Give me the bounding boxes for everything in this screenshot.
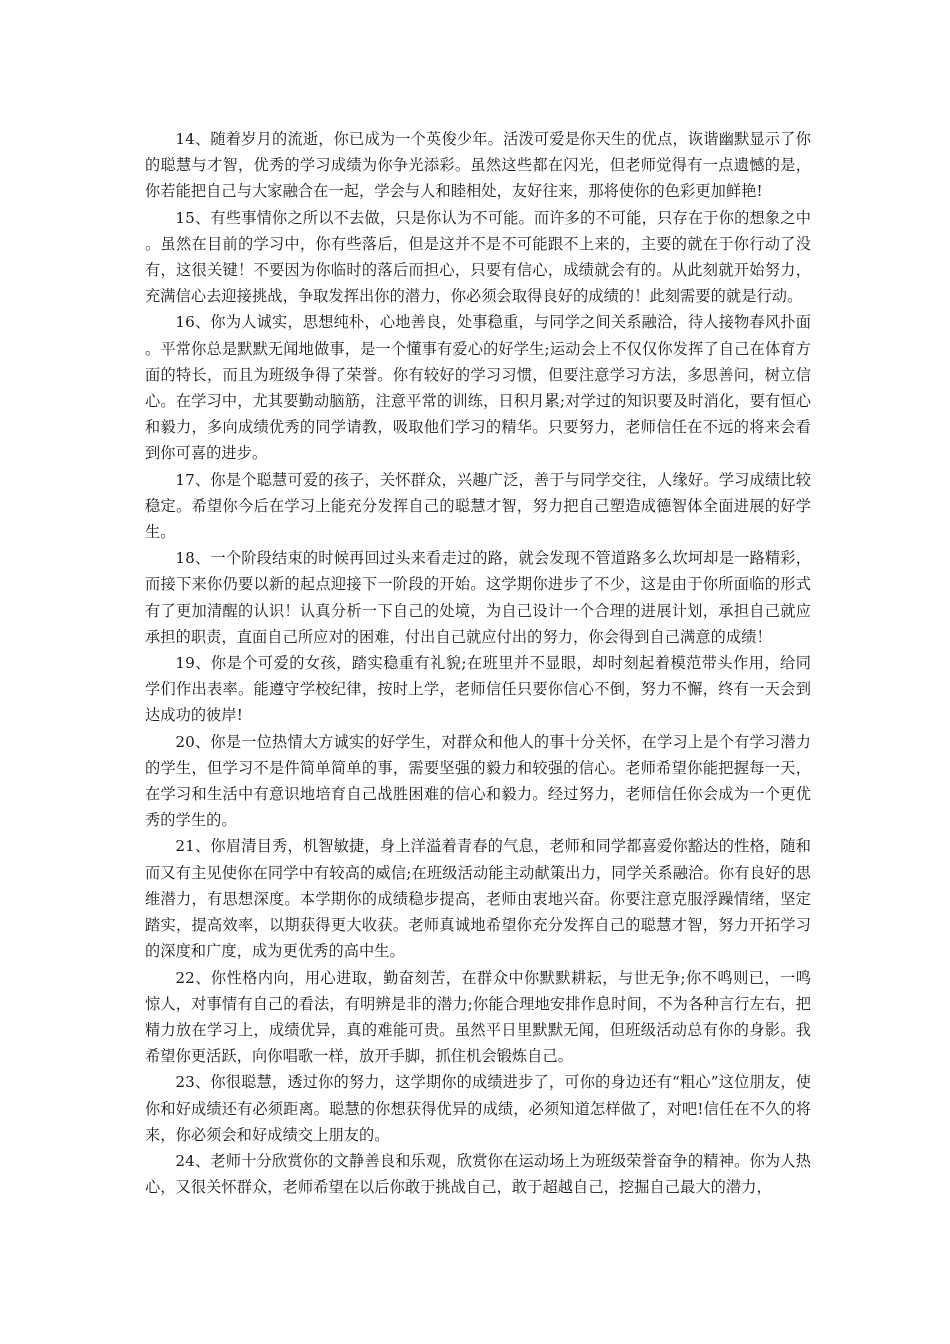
paragraph-24: 24、老师十分欣赏你的文静善良和乐观，欣赏你在运动场上为班级荣誉奋争的精神。你为人热心，又很关怀群众，老师希望在以后你敢于挑战自己，敢于超越自己，挖掘自己最大的潜力， bbox=[145, 1151, 811, 1197]
document-body bbox=[145, 126, 811, 1200]
paragraph-17: 17、你是个聪慧可爱的孩子，关怀群众，兴趣广泛，善于与同学交往，人缘好。学习成绩比较稳定。希望你今后在学习上能充分发挥自己的聪慧才智，努力把自己塑造成德智体全面进展的好学生。 bbox=[145, 470, 811, 542]
paragraph-15: 15、有些事情你之所以不去做，只是你认为不可能。而许多的不可能，只存在于你的想象之中。虽然在目前的学习中，你有些落后，但是这并不是不可能跟不上来的，主要的就在于你行动了没有，这很关键！不要因为你临时的落后而担心，只要有信心，成绩就会有的。从此刻就开始努力，充满信心去迎接挑战，争取发挥出你的潜力，你必须会取得良好的成绩的！此刻需要的就是行动。 bbox=[145, 208, 811, 306]
paragraph-16: 16、你为人诚实，思想纯朴，心地善良，处事稳重，与同学之间关系融洽，待人接物春风扑面。平常你总是默默无闻地做事，是一个懂事有爱心的好学生;运动会上不仅仅你发挥了自己在体育方面的特长，而且为班级争得了荣誉。你有较好的学习习惯，但要注意学习方法，多思善问，树立信心。在学习中，尤其要勤动脑筋，注意平常的训练，日积月累;对学过的知识要及时消化，要有恒心和毅力，多向成绩优秀的同学请教，吸取他们学习的精华。只要努力，老师信任在不远的将来会看到你可喜的进步。 bbox=[145, 313, 811, 463]
paragraph-22: 22、你性格内向，用心进取，勤奋刻苦，在群众中你默默耕耘，与世无争;你不鸣则已，一鸣惊人，对事情有自己的看法，有明辨是非的潜力;你能合理地安排作息时间，不为各种言行左右，把精力放在学习上，成绩优异，真的难能可贵。虽然平日里默默无闻，但班级活动总有你的身影。我希望你更活跃，向你唱歌一样，放开手脚，抓住机会锻炼自己。 bbox=[145, 968, 811, 1066]
paragraph-23: 23、你很聪慧，透过你的努力，这学期你的成绩进步了，可你的身边还有“粗心”这位朋友，使你和好成绩还有必须距离。聪慧的你想获得优异的成绩，必须知道怎样做了，对吧!信任在不久的将来，你必须会和好成绩交上朋友的。 bbox=[145, 1073, 811, 1144]
paragraph-19: 19、你是个可爱的女孩，踏实稳重有礼貌;在班里并不显眼，却时刻起着模范带头作用，给同学们作出表率。能遵守学校纪律，按时上学，老师信任只要你信心不倒，努力不懈，终有一天会到达成功的彼岸! bbox=[145, 654, 811, 725]
paragraph-18: 18、一个阶段结束的时候再回过头来看走过的路，就会发现不管道路多么坎坷却是一路精彩，而接下来你仍要以新的起点迎接下一阶段的开始。这学期你进步了不少，这是由于你所面临的形式有了更加清醒的认识！认真分析一下自己的处境，为自己设计一个合理的进展计划，承担自己就应承担的职责，直面自己所应对的困难，付出自己就应付出的努力，你会得到自己满意的成绩！ bbox=[145, 549, 811, 646]
paragraph-21: 21、你眉清目秀，机智敏捷，身上洋溢着青春的气息，老师和同学都喜爱你豁达的性格，随和而又有主见使你在同学中有较高的威信;在班级活动能主动献策出力，同学关系融洽。你有良好的思维潜力，有思想深度。本学期你的成绩稳步提高，老师由衷地兴奋。你要注意克服浮躁情绪，坚定踏实，提高效率，以期获得更大收获。老师真诚地希望你充分发挥自己的聪慧才智，努力开拓学习的深度和广度，成为更优秀的高中生。 bbox=[145, 837, 811, 961]
paragraph-20: 20、你是一位热情大方诚实的好学生，对群众和他人的事十分关怀，在学习上是个有学习潜力的学生，但学习不是件简单简单的事，需要坚强的毅力和较强的信心。老师希望你能把握每一天，在学习和生活中有意识地培育自己战胜困难的信心和毅力。经过努力，老师信任你会成为一个更优秀的学生的。 bbox=[145, 732, 811, 830]
paragraph-14: 14、随着岁月的流逝，你已成为一个英俊少年。活泼可爱是你天生的优点，诙谐幽默显示了你的聪慧与才智，优秀的学习成绩为你争光添彩。虽然这些都在闪光，但老师觉得有一点遗憾的是，你若能把自己与大家融合在一起，学会与人和睦相处，友好往来，那将使你的色彩更加鲜艳! bbox=[145, 130, 811, 201]
